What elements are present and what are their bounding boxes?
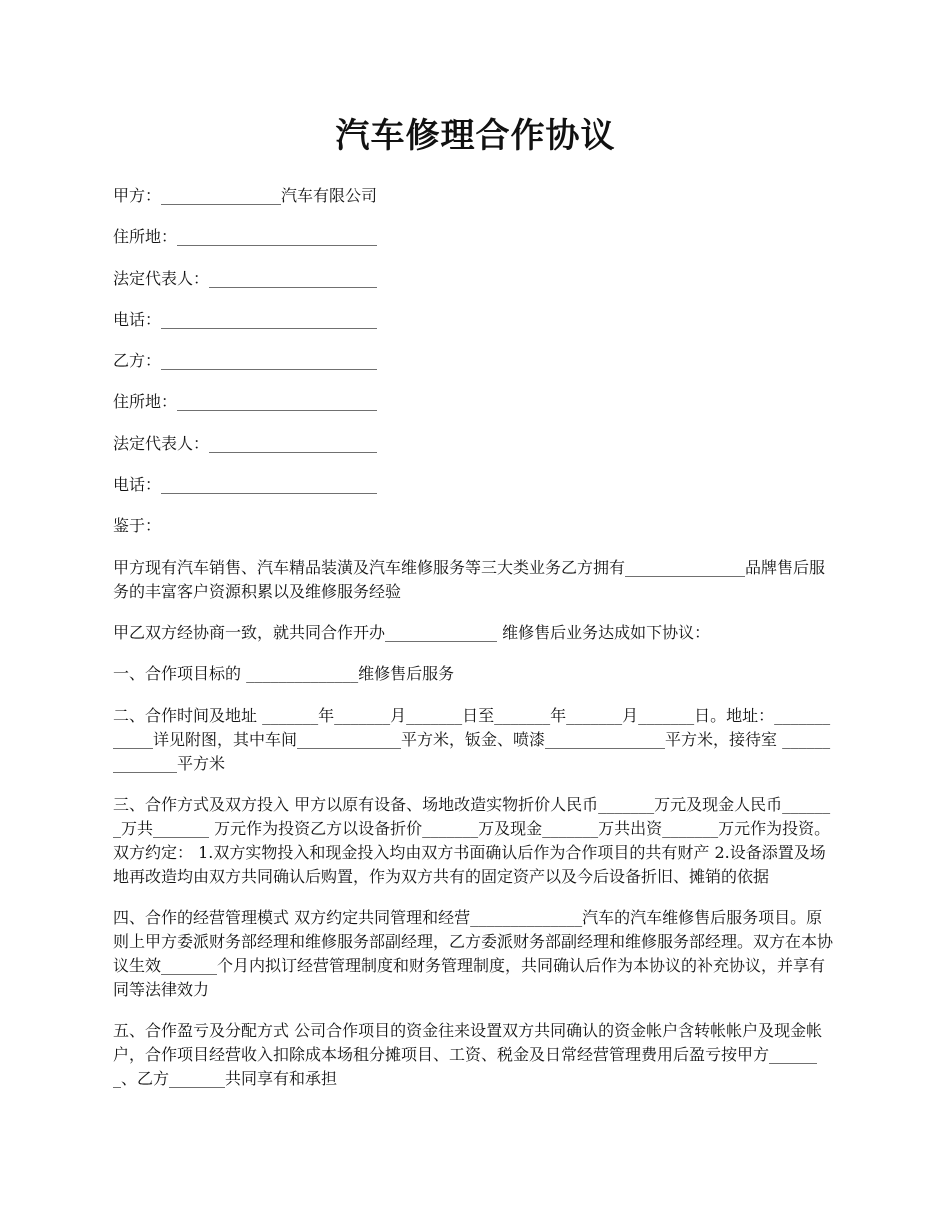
party-a-address: 住所地：_________________________ [113,227,378,247]
party-b-address: 住所地：_________________________ [113,392,378,412]
clause-3: 三、合作方式及双方投入 甲方以原有设备、场地改造实物折价人民币_______万元及现金人民币_______万共_______ 万元作为投资乙方以设备折价_______万及现金_______万共出资_______万元作为投资。双方约定： 1.双方实物投入和现金投入均由双方书面确认后作为合作项目的共有财产 2.设备添置及场地再改造均由双方共同确认后购置，作为双方共有的固定资产以及今后设备折旧、摊销的依据 [113,794,831,886]
clause-1: 一、合作项目标的 ______________维修售后服务 [113,664,455,684]
clause-5: 五、合作盈亏及分配方式 公司合作项目的资金往来设置双方共同确认的资金帐户含转帐帐户及现金帐户，合作项目经营收入扣除成本场租分摊项目、工资、税金及日常经营管理费用后盈亏按甲方_______、乙方_______共同享有和承担 [113,1021,823,1089]
document-title: 汽车修理合作协议 [335,116,616,156]
party-b-legal-rep: 法定代表人：_____________________ [113,433,378,453]
party-b-phone: 电话：___________________________ [113,475,378,495]
clause-2: 二、合作时间及地址 _______年_______月_______日至_______年_______月_______日。地址：____________详见附图，其中车间_____________平方米，钣金、喷漆_______________平方米，接待室 ______________平方米 [113,705,831,773]
party-a-legal-rep: 法定代表人：_____________________ [113,268,378,288]
whereas-paragraph: 甲方现有汽车销售、汽车精品装潢及汽车维修服务等三大类业务乙方拥有_______________品牌售后服务的丰富客户资源积累以及维修服务经验 [113,557,826,601]
clause-4: 四、合作的经营管理模式 双方约定共同管理和经营______________汽车的汽车维修售后服务项目。原则上甲方委派财务部经理和维修服务部副经理，乙方委派财务部副经理和维修服务部经理。双方在本协议生效_______个月内拟订经营管理制度和财务管理制度，共同确认后作为本协议的补充协议，并享有同等法律效力 [113,908,834,1000]
agreement-intro: 甲乙双方经协商一致，就共同合作开办______________ 维修售后业务达成如下协议： [113,622,711,642]
whereas-heading: 鉴于： [113,516,162,536]
party-b-name: 乙方：___________________________ [113,351,378,371]
party-a-phone: 电话：___________________________ [113,309,378,329]
party-a-name: 甲方：_______________汽车有限公司 [113,186,378,205]
